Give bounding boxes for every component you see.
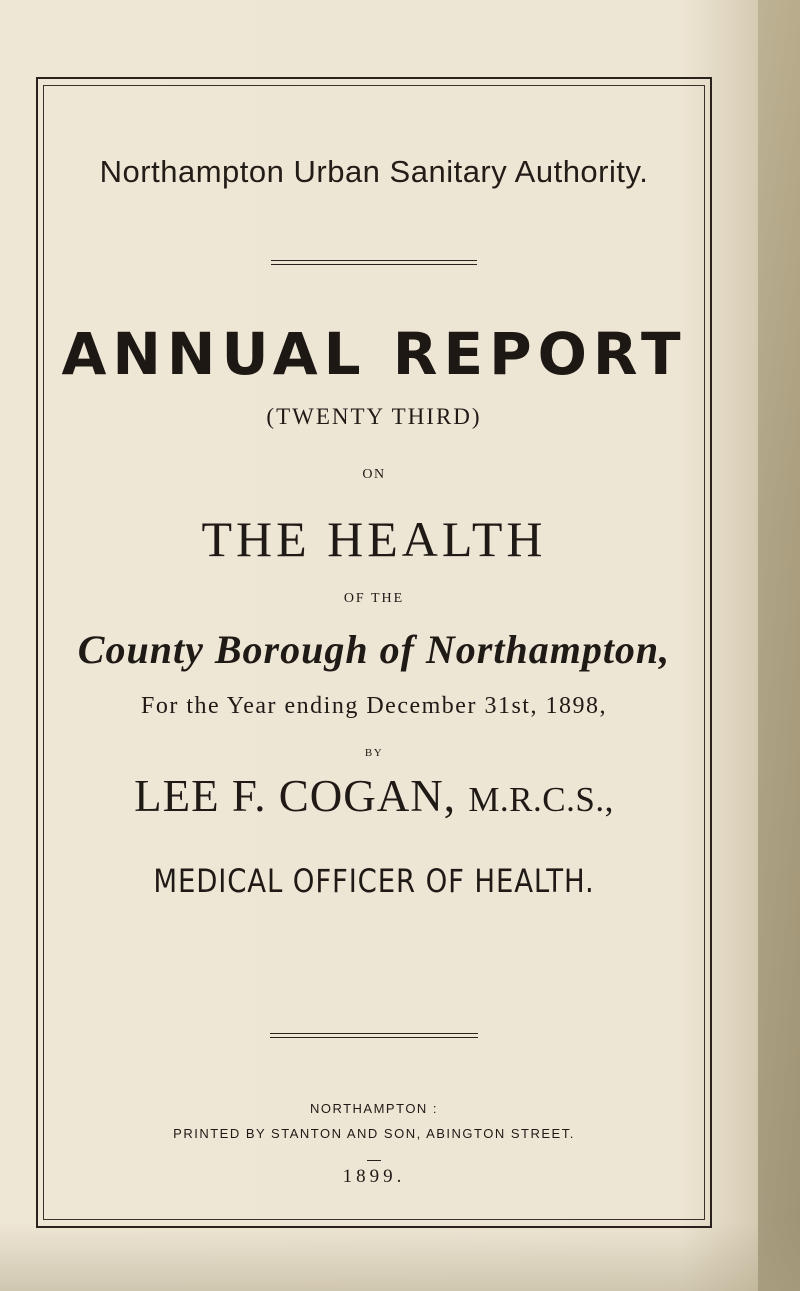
- annual-report-title: ANNUAL REPORT: [61, 320, 687, 388]
- imprint-dash: [367, 1160, 381, 1161]
- authority-heading: Northampton Urban Sanitary Authority.: [99, 154, 649, 189]
- author-qualifications: M.R.C.S.,: [468, 780, 614, 819]
- page-edge-shadow: [758, 0, 800, 1291]
- top-divider-rule: [271, 260, 477, 265]
- bottom-divider-rule: [270, 1033, 478, 1038]
- page-bottom-shadow: [0, 1221, 800, 1291]
- district-name: County Borough of Northampton,: [77, 627, 671, 672]
- imprint-printer: PRINTED BY STANTON AND SON, ABINGTON STREET.: [173, 1126, 575, 1141]
- report-period: For the Year ending December 31st, 1898,: [141, 693, 607, 719]
- imprint-year: 1899.: [342, 1166, 406, 1187]
- imprint-place: NORTHAMPTON :: [309, 1101, 439, 1116]
- author-name: LEE F. COGAN,: [134, 771, 457, 821]
- subject-heading: THE HEALTH: [201, 511, 547, 567]
- edition-label: (TWENTY THIRD): [266, 404, 482, 429]
- on-label: ON: [362, 467, 386, 482]
- author-title: MEDICAL OFFICER OF HEALTH.: [153, 862, 595, 900]
- author-line: [0, 770, 748, 822]
- of-the-label: OF THE: [343, 591, 405, 606]
- by-label: BY: [364, 747, 384, 759]
